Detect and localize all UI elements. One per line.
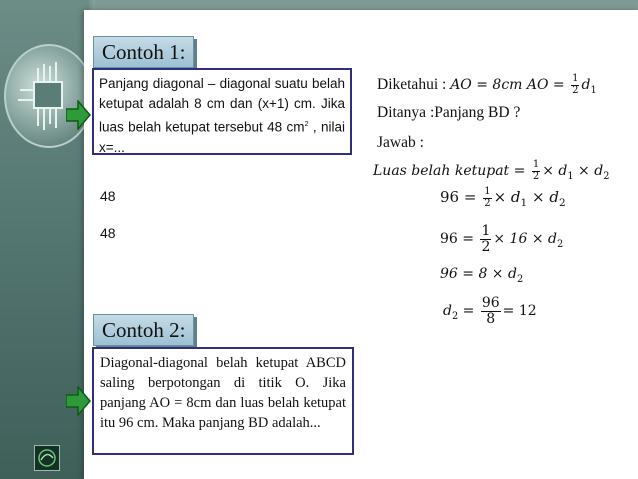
answer-label: Jawab : [377, 134, 424, 151]
step4-den: 8 [486, 310, 496, 327]
arrow-right-icon [66, 386, 91, 416]
given-line [377, 74, 597, 96]
example-2-title: Contoh 2: [93, 314, 194, 346]
example-1-question-sup: 2 [304, 119, 309, 128]
step1-times-d2: × d [532, 188, 559, 206]
step4-right: = 12 [502, 303, 537, 320]
step2-half-num: 1 [481, 223, 491, 239]
step3-sub2: 2 [516, 273, 524, 285]
given-frac-num: 1 [572, 73, 579, 84]
formula-line [373, 160, 609, 182]
step2-left: 96 = [440, 231, 479, 248]
example-1-title: Contoh 1: [93, 36, 194, 68]
formula-half-den: 2 [532, 170, 540, 182]
formula-right: × d [578, 163, 604, 179]
step1-half-den: 2 [484, 197, 491, 209]
formula-left: Luas belah ketupat = [373, 163, 530, 179]
step1-times-d1: × d [493, 188, 521, 206]
step1-half-num: 1 [484, 186, 491, 197]
formula-half-num: 1 [532, 159, 540, 170]
example-1-question: Panjang diagonal – diagonal suatu belah ketupat adalah 8 cm dan (x+1) cm. Jika luas belah ketupat tersebut 48 cm [99, 76, 345, 135]
given-frac-den: 2 [572, 84, 579, 96]
given-label: Diketahui : [377, 76, 447, 93]
circuit-chip-icon [4, 44, 94, 148]
step3-line [440, 266, 523, 285]
answer-line-1: 48 [100, 188, 116, 204]
step4-sub2: 2 [451, 310, 459, 322]
step4-line: $d_2$ = $\frac{96}{8}$ = 12 [443, 295, 537, 327]
given-sub: 1 [590, 84, 597, 96]
given-expr-a: AO = 8cm AO = [450, 77, 570, 93]
step1-line [440, 187, 566, 209]
step2-line [440, 224, 563, 254]
formula-times-d1: × d [542, 163, 568, 179]
example-2-question: Diagonal-diagonal belah ketupat ABCD saling berpotongan di titik O. Jika panjang AO = 8cm dan luas belah ketupat itu 96 cm. Maka panjang BD adalah... [100, 355, 346, 431]
step1-left: 96 = [440, 188, 482, 206]
formula-sub1: 1 [567, 170, 574, 182]
example-1-question-box [92, 68, 352, 155]
step3-expr: 96 = 8 × d [440, 266, 517, 282]
step2-right: × 16 × d [493, 231, 557, 248]
step1-sub1: 1 [520, 197, 528, 209]
example-2-question-box [92, 347, 354, 455]
step2-half-den: 2 [481, 238, 491, 255]
step4-num: 96 [481, 295, 500, 311]
formula-sub2: 2 [603, 170, 610, 182]
asked-line: Ditanya :Panjang BD ? [377, 104, 521, 121]
answer-line-2: 48 [100, 225, 116, 241]
step4-left: d [443, 303, 452, 320]
step1-sub2: 2 [558, 197, 566, 209]
given-expr-b: d [581, 77, 591, 93]
example-1-question-tail: , nilai x=... [99, 119, 345, 155]
corner-logo-icon [34, 445, 60, 471]
step2-sub2: 2 [556, 238, 564, 250]
arrow-right-icon [66, 100, 91, 130]
